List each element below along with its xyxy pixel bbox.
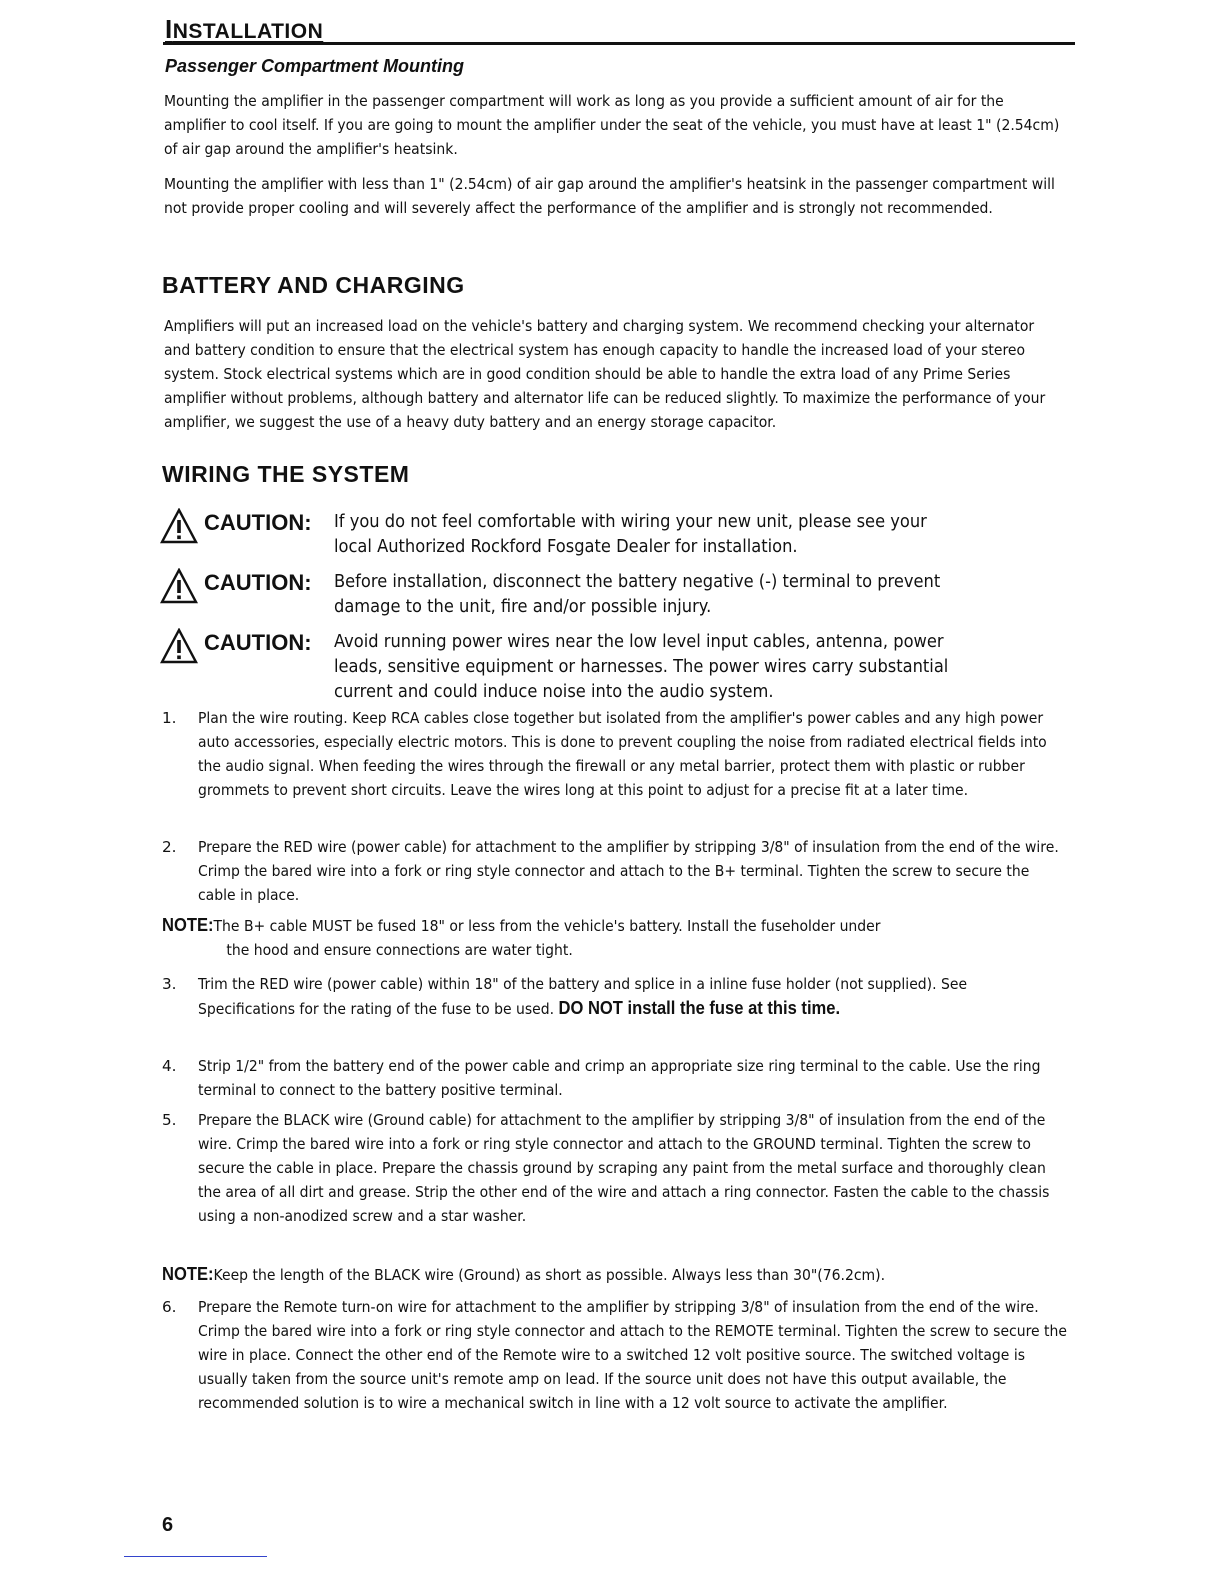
caution-triangle-icon: [160, 628, 198, 664]
caution-line: current and could induce noise into the audio system.: [334, 682, 774, 702]
note-block-2: [162, 1262, 1067, 1287]
caution-text: [334, 630, 1097, 705]
list-text: Prepare the RED wire (power cable) for attachment to the amplifier by stripping 3/8" of insulation from the end of the wire. Crimp the bared wire into a fork or ring style connector and attach to the B+ terminal. Tighten the screw to secure the cable in place.: [198, 838, 1059, 904]
header-title-rest: NSTALLATION: [172, 20, 324, 43]
list-number: 6.: [162, 1298, 177, 1316]
passenger-para-2: Mounting the amplifier with less than 1" (2.54cm) of air gap around the amplifier's heatsink in the passenger compartment will not provide proper cooling and will severely affect the performance of the amplifier and is strongly not recommended.: [164, 175, 1055, 217]
page-header: [163, 8, 1075, 45]
note-text: [162, 1262, 1064, 1287]
note-line: the hood and ensure connections are water tight.: [226, 941, 573, 959]
note-label: NOTE:: [162, 1264, 214, 1284]
note-line: The B+ cable MUST be fused 18" or less from the vehicle's battery. Install the fuseholder under: [213, 917, 881, 935]
list-text-bold: DO NOT install the fuse at this time.: [558, 998, 841, 1018]
list-number: 1.: [162, 709, 177, 727]
caution-triangle-icon: [160, 568, 198, 604]
passenger-mounting-title: Passenger Compartment Mounting: [165, 56, 465, 76]
caution-line: leads, sensitive equipment or harnesses. The power wires carry substantial: [334, 657, 949, 677]
list-number: 3.: [162, 975, 177, 993]
note-block-1: [162, 913, 1067, 962]
list-text: Prepare the BLACK wire (Ground cable) for attachment to the amplifier by stripping 3/8" of insulation from the end of the wire. Crimp the bared wire into a fork or ring style connector and attach to the GROUND terminal. Tighten the screw to secure the cable in place. Prepare the chassis ground by scraping any paint from the metal surface and thoroughly clean the area of all dirt and grease. Strip the other end of the wire and attach a ring connector. Fasten the cable to the chassis using a non-anodized screw and a star washer.: [198, 1111, 1050, 1225]
list-number: 4.: [162, 1057, 177, 1075]
header-title-cap: I: [165, 14, 173, 44]
caution-line: damage to the unit, fire and/or possible injury.: [334, 597, 712, 617]
caution-text: [334, 510, 1097, 560]
header-title: [165, 14, 323, 45]
passenger-para-1: Mounting the amplifier in the passenger compartment will work as long as you provide a sufficient amount of air for the amplifier to cool itself. If you are going to mount the amplifier under the seat of the vehicle, you must have at least 1" (2.54cm) of air gap around the amplifier's heatsink.: [164, 92, 1060, 158]
battery-heading: BATTERY AND CHARGING: [162, 272, 465, 298]
footer-rule: [124, 1556, 267, 1557]
caution-line: local Authorized Rockford Fosgate Dealer for installation.: [334, 537, 798, 557]
caution-label: CAUTION:: [204, 510, 312, 535]
caution-label: CAUTION:: [204, 630, 312, 655]
list-text-run: Trim the RED wire (power cable) within 18" of the battery and splice in a inline fuse holder (not supplied). See Specifications for the rating of the fuse to be used.: [198, 975, 968, 1018]
caution-label: CAUTION:: [204, 570, 312, 595]
caution-triangle-icon: [160, 508, 198, 544]
caution-line: If you do not feel comfortable with wiring your new unit, please see your: [334, 512, 927, 532]
list-text: Plan the wire routing. Keep RCA cables close together but isolated from the amplifier's power cables and any high power auto accessories, especially electric motors. This is done to prevent coupling the noise from radiated electrical fields into the audio signal. When feeding the wires through the firewall or any metal barrier, protect them with plastic or rubber grommets to prevent short circuits. Leave the wires long at this point to adjust for a precise fit at a later time.: [198, 709, 1047, 799]
caution-text: [334, 570, 1097, 620]
note-label: NOTE:: [162, 915, 214, 935]
list-number: 5.: [162, 1111, 177, 1129]
wiring-heading: WIRING THE SYSTEM: [162, 461, 410, 487]
page-number: 6: [162, 1514, 174, 1536]
caution-line: Before installation, disconnect the battery negative (-) terminal to prevent: [334, 572, 941, 592]
list-text: [198, 972, 1067, 1021]
note-line: Keep the length of the BLACK wire (Ground) as short as possible. Always less than 30"(76.2cm).: [213, 1266, 886, 1284]
note-text: [162, 913, 1064, 962]
caution-line: Avoid running power wires near the low level input cables, antenna, power: [334, 632, 944, 652]
list-number: 2.: [162, 838, 177, 856]
list-text: Strip 1/2" from the battery end of the power cable and crimp an appropriate size ring terminal to the cable. Use the ring terminal to connect to the battery positive terminal.: [198, 1057, 1041, 1099]
battery-para: Amplifiers will put an increased load on the vehicle's battery and charging system. We recommend checking your alternator and battery condition to ensure that the electrical system has enough capacity to handle the increased load of your stereo system. Stock electrical systems which are in good condition should be able to handle the extra load of any Prime Series amplifier without problems, although battery and alternator life can be reduced slightly. To maximize the performance of your amplifier, we suggest the use of a heavy duty battery and an energy storage capacitor.: [164, 317, 1046, 431]
list-text: Prepare the Remote turn-on wire for attachment to the amplifier by stripping 3/8" of insulation from the end of the wire. Crimp the bared wire into a fork or ring style connector and attach to the REMOTE terminal. Tighten the screw to secure the wire in place. Connect the other end of the Remote wire to a switched 12 volt positive source. The switched voltage is usually taken from the source unit's remote amp on lead. If the source unit does not have this output available, the recommended solution is to wire a mechanical switch in line with a 12 volt source to activate the amplifier.: [198, 1298, 1067, 1412]
